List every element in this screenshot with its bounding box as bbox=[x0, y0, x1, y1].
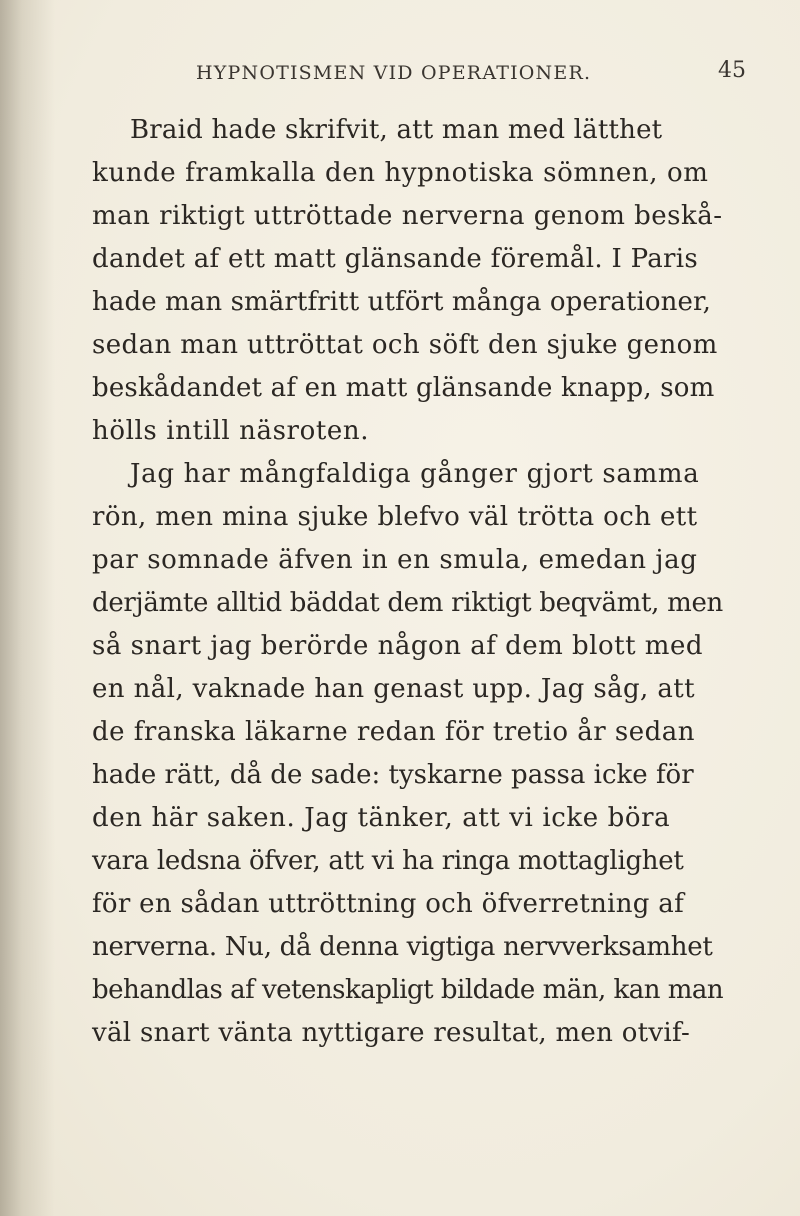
text-line: den här saken. Jag tänker, att vi icke böra bbox=[92, 803, 671, 833]
text-line: behandlas af vetenskapligt bildade män, kan man bbox=[92, 975, 724, 1005]
text-line: rön, men mina sjuke blefvo väl trötta och ett bbox=[92, 502, 698, 532]
text-line: hade rätt, då de sade: tyskarne passa icke för bbox=[92, 760, 694, 790]
text-line: Jag har mångfaldiga gånger gjort samma bbox=[130, 459, 700, 489]
text-line: de franska läkarne redan för tretio år sedan bbox=[92, 717, 696, 747]
text-line: kunde framkalla den hypnotiska sömnen, om bbox=[92, 158, 709, 188]
text-line: så snart jag berörde någon af dem blott med bbox=[92, 631, 703, 661]
text-line: för en sådan uttröttning och öfverretning af bbox=[92, 889, 685, 919]
text-line: vara ledsna öfver, att vi ha ringa mottaglighet bbox=[92, 846, 684, 876]
text-line: man riktigt uttröttade nerverna genom beskå- bbox=[92, 201, 723, 231]
text-line: Braid hade skrifvit, att man med lätthet bbox=[130, 115, 663, 145]
text-line: sedan man uttröttat och söft den sjuke genom bbox=[92, 330, 718, 360]
text-line: nerverna. Nu, då denna vigtiga nervverksamhet bbox=[92, 932, 713, 962]
text-line: par somnade äfven in en smula, emedan jag bbox=[92, 545, 698, 575]
text-line: derjämte alltid bäddat dem riktigt beqvämt, men bbox=[92, 588, 723, 618]
text-line: hade man smärtfritt utfört många operationer, bbox=[92, 287, 712, 317]
text-line: väl snart vänta nyttigare resultat, men otvif- bbox=[92, 1018, 691, 1048]
text-line: beskådandet af en matt glänsande knapp, som bbox=[92, 373, 715, 403]
text-line: hölls intill näsroten. bbox=[92, 416, 370, 446]
page-number: 45 bbox=[718, 58, 746, 83]
running-header: HYPNOTISMEN VID OPERATIONER. bbox=[196, 62, 592, 84]
text-line: dandet af ett matt glänsande föremål. I Paris bbox=[92, 244, 699, 274]
text-line: en nål, vaknade han genast upp. Jag såg, att bbox=[92, 674, 695, 704]
